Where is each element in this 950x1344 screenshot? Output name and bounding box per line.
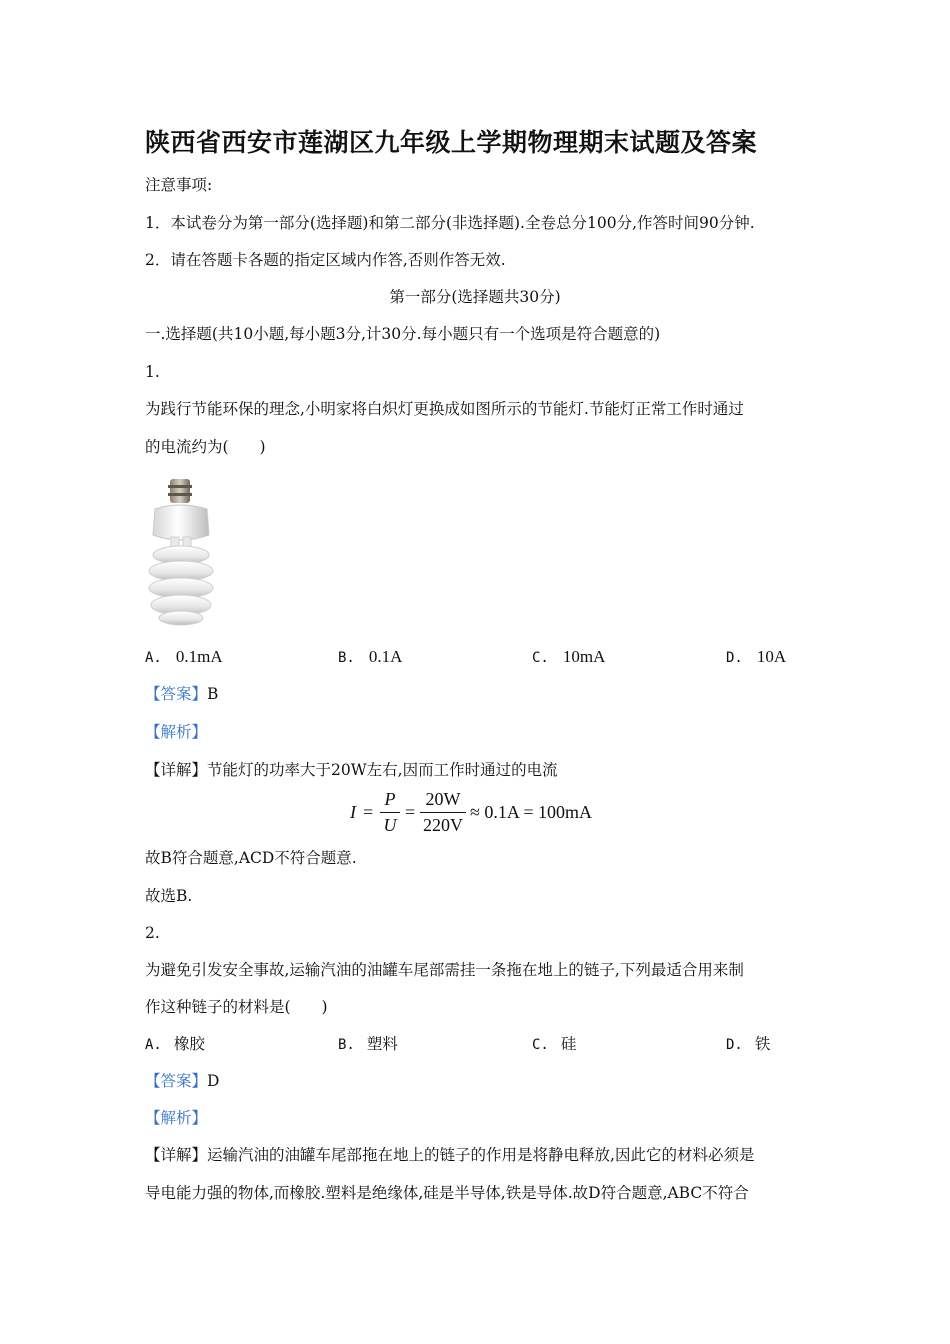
fraction-20w-over-220v: $\frac{20W}{220V}$ bbox=[420, 789, 466, 836]
answer-line bbox=[145, 684, 218, 704]
option-c: C. 硅 bbox=[532, 1035, 577, 1053]
note-item: 2．请在答题卡各题的指定区域内作答,否则作答无效. bbox=[145, 251, 506, 269]
note-item: 1．本试卷分为第一部分(选择题)和第二部分(非选择题).全卷总分100分,作答时间90分钟. bbox=[145, 214, 755, 232]
detail-line bbox=[145, 1145, 754, 1165]
analysis-tag: 【解析】 bbox=[145, 723, 208, 741]
question-text: 的电流约为( ) bbox=[145, 438, 266, 456]
answer-value: B bbox=[207, 685, 219, 703]
answer-value: D bbox=[207, 1072, 220, 1090]
question-text: 作这种链子的材料是( ) bbox=[145, 998, 328, 1016]
option-b: B. 塑料 bbox=[338, 1035, 398, 1053]
question-text: 为践行节能环保的理念,小明家将白炽灯更换成如图所示的节能灯.节能灯正常工作时通过 bbox=[145, 400, 744, 418]
option-d: D. 铁 bbox=[726, 1035, 771, 1053]
option-a: A. 0.1mA bbox=[145, 647, 223, 666]
option-c: C. 10mA bbox=[532, 647, 606, 666]
detail-text: 节能灯的功率大于20W左右,因而工作时通过的电流 bbox=[207, 761, 558, 779]
detail-tag: 【详解】 bbox=[145, 1146, 208, 1164]
cfl-bulb-icon bbox=[145, 475, 217, 627]
detail-line bbox=[145, 760, 558, 780]
option-d: D. 10A bbox=[726, 647, 787, 666]
formula-lhs: I bbox=[350, 802, 356, 822]
answer-tag: 【答案】 bbox=[145, 685, 208, 703]
conclusion-text: 故选B. bbox=[145, 887, 193, 905]
section-heading: 一.选择题(共10小题,每小题3分,计30分.每小题只有一个选项是符合题意的) bbox=[145, 325, 661, 343]
conclusion-text: 故B符合题意,ACD不符合题意. bbox=[145, 849, 357, 867]
formula bbox=[350, 789, 610, 840]
option-a: A. 橡胶 bbox=[145, 1035, 205, 1053]
page-title: 陕西省西安市莲湖区九年级上学期物理期末试题及答案 bbox=[145, 128, 758, 157]
detail-text: 导电能力强的物体,而橡胶.塑料是绝缘体,硅是半导体,铁是导体.故D符合题意,ABC不符合 bbox=[145, 1184, 749, 1202]
notes-heading: 注意事项: bbox=[145, 176, 213, 194]
option-b: B. 0.1A bbox=[338, 647, 403, 666]
question-number: 1. bbox=[145, 363, 160, 381]
detail-tag: 【详解】 bbox=[145, 761, 208, 779]
question-text: 为避免引发安全事故,运输汽油的油罐车尾部需挂一条拖在地上的链子,下列最适合用来制 bbox=[145, 961, 744, 979]
question-number: 2. bbox=[145, 924, 160, 942]
detail-text: 运输汽油的油罐车尾部拖在地上的链子的作用是将静电释放,因此它的材料必须是 bbox=[207, 1146, 755, 1164]
fraction-p-over-u: $\frac{P}{U}$ bbox=[380, 789, 400, 836]
analysis-tag: 【解析】 bbox=[145, 1109, 208, 1127]
answer-line bbox=[145, 1071, 219, 1091]
formula-result: ≈ 0.1A = 100mA bbox=[470, 802, 593, 822]
answer-tag: 【答案】 bbox=[145, 1072, 208, 1090]
formula-equals: = bbox=[405, 802, 416, 822]
formula-equals: = bbox=[363, 802, 374, 822]
part-heading: 第一部分(选择题共30分) bbox=[389, 288, 561, 306]
